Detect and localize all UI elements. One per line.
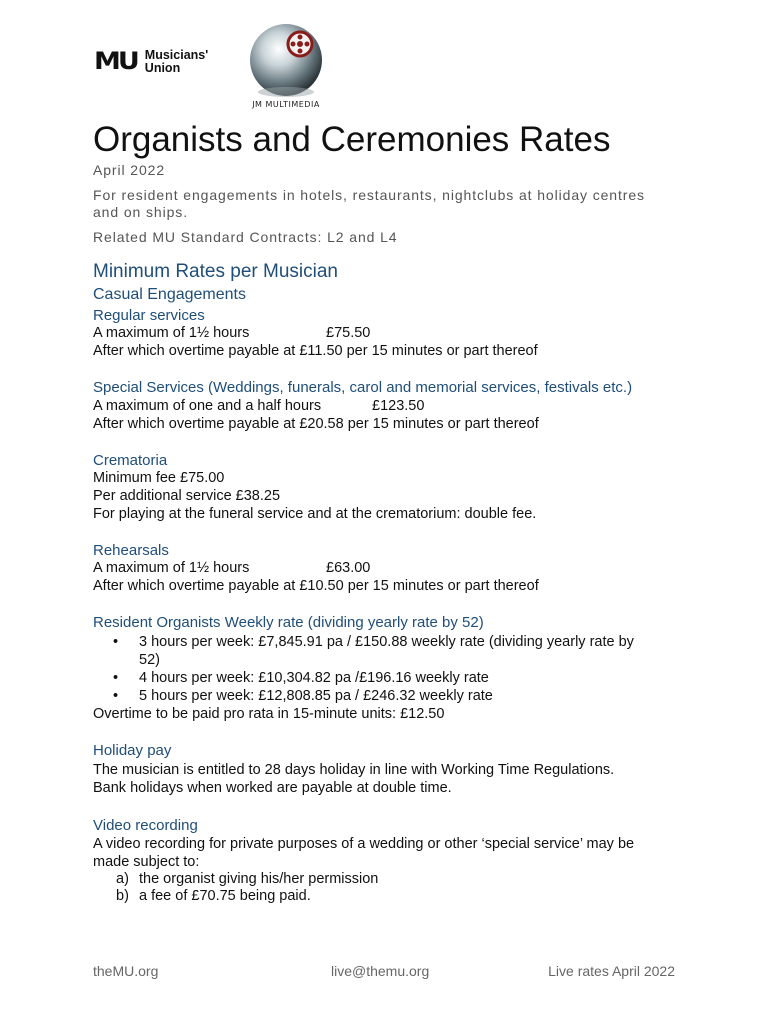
special-services-heading: Special Services (Weddings, funerals, carol and memorial services, festivals etc.) bbox=[93, 379, 633, 396]
page-title: Organists and Ceremonies Rates bbox=[93, 120, 611, 159]
mu-logo-mark: MU bbox=[94, 47, 137, 76]
resident-rate-3-hours-continued: 52) bbox=[139, 652, 160, 668]
crematoria-heading: Crematoria bbox=[93, 452, 168, 469]
casual-engagements-heading: Casual Engagements bbox=[93, 286, 246, 303]
crematoria-minimum-fee: Minimum fee £75.00 bbox=[93, 470, 225, 486]
bullet-marker: • bbox=[113, 670, 119, 686]
footer-email-link[interactable]: live@themu.org bbox=[331, 963, 430, 979]
film-reel-sphere-icon bbox=[242, 22, 332, 102]
resident-overtime: Overtime to be paid pro rata in 15-minute units: £12.50 bbox=[93, 706, 445, 722]
video-recording-line-2: made subject to: bbox=[93, 854, 200, 870]
regular-overtime: After which overtime payable at £11.50 per 15 minutes or part thereof bbox=[93, 343, 538, 359]
partner-logo-text: JM MULTIMEDIA bbox=[252, 100, 320, 109]
mu-logo-line1: Musicians' bbox=[144, 47, 209, 62]
crematoria-double-fee: For playing at the funeral service and at the crematorium: double fee. bbox=[93, 506, 537, 522]
mu-logo-text bbox=[145, 49, 208, 75]
bank-holidays: Bank holidays when worked are payable at double time. bbox=[93, 780, 452, 796]
list-marker: b) bbox=[116, 888, 129, 904]
intro-line-2: and on ships. bbox=[93, 204, 188, 220]
rehearsals-rate-value: £63.00 bbox=[326, 560, 371, 576]
special-rate-label: A maximum of one and a half hours bbox=[93, 398, 322, 414]
rehearsals-rate-label: A maximum of 1½ hours bbox=[93, 560, 250, 576]
related-contracts: Related MU Standard Contracts: L2 and L4 bbox=[93, 229, 398, 245]
regular-services-heading: Regular services bbox=[93, 307, 205, 324]
special-rate-value: £123.50 bbox=[372, 398, 425, 414]
mu-logo bbox=[94, 46, 208, 77]
footer-note: Live rates April 2022 bbox=[548, 963, 675, 979]
bullet-marker: • bbox=[113, 688, 119, 704]
special-overtime: After which overtime payable at £20.58 per 15 minutes or part thereof bbox=[93, 416, 539, 432]
mu-logo-line2: Union bbox=[144, 60, 181, 75]
bullet-marker: • bbox=[113, 634, 119, 650]
regular-rate-value: £75.50 bbox=[326, 325, 371, 341]
rehearsals-overtime: After which overtime payable at £10.50 per 15 minutes or part thereof bbox=[93, 578, 539, 594]
publish-date: April 2022 bbox=[93, 162, 166, 178]
partner-logo bbox=[242, 22, 332, 114]
video-condition-permission: the organist giving his/her permission bbox=[139, 871, 379, 887]
resident-rate-3-hours: 3 hours per week: £7,845.91 pa / £150.88 weekly rate (dividing yearly rate by bbox=[139, 634, 634, 650]
resident-rate-5-hours: 5 hours per week: £12,808.85 pa / £246.32 weekly rate bbox=[139, 688, 493, 704]
special-rate-line bbox=[93, 397, 593, 415]
video-recording-line-1: A video recording for private purposes of a wedding or other ‘special service’ may be bbox=[93, 836, 635, 852]
rehearsals-rate-line bbox=[93, 559, 593, 577]
video-recording-heading: Video recording bbox=[93, 817, 198, 834]
holiday-entitlement: The musician is entitled to 28 days holiday in line with Working Time Regulations. bbox=[93, 762, 615, 778]
resident-rate-4-hours: 4 hours per week: £10,304.82 pa /£196.16 weekly rate bbox=[139, 670, 489, 686]
crematoria-additional-service: Per additional service £38.25 bbox=[93, 488, 281, 504]
minimum-rates-heading: Minimum Rates per Musician bbox=[93, 261, 338, 282]
holiday-pay-heading: Holiday pay bbox=[93, 742, 172, 759]
list-marker: a) bbox=[116, 871, 129, 887]
intro-line-1: For resident engagements in hotels, restaurants, nightclubs at holiday centres bbox=[93, 187, 645, 203]
footer-site-link[interactable]: theMU.org bbox=[93, 963, 159, 979]
regular-rate-line bbox=[93, 324, 593, 342]
resident-organists-heading: Resident Organists Weekly rate (dividing yearly rate by 52) bbox=[93, 614, 484, 631]
video-condition-fee: a fee of £70.75 being paid. bbox=[139, 888, 311, 904]
regular-rate-label: A maximum of 1½ hours bbox=[93, 325, 250, 341]
rehearsals-heading: Rehearsals bbox=[93, 542, 169, 559]
